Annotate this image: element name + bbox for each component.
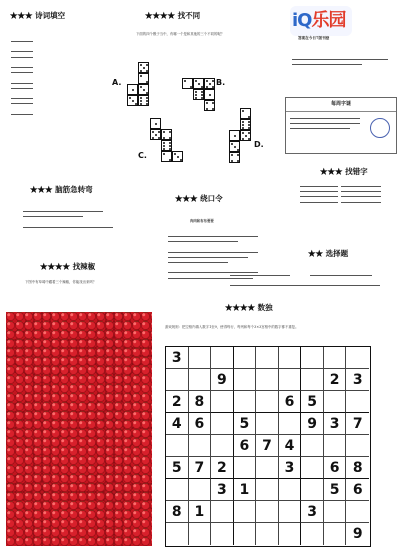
sudoku-cell[interactable]: [211, 435, 234, 457]
sudoku-cell[interactable]: [256, 479, 279, 501]
die: [204, 78, 215, 89]
sudoku-title: ★★★★ 数独: [225, 303, 273, 312]
sudoku-cell[interactable]: [324, 391, 347, 413]
logo-body: [292, 56, 392, 66]
sudoku-cell[interactable]: [324, 501, 347, 523]
sudoku-cell: 8: [346, 457, 369, 479]
pepper-intro: 下图中有草莓中藏着三个辣椒，你能找出来吗？: [25, 280, 97, 284]
die: [161, 151, 172, 162]
sudoku-cell: 4: [279, 435, 302, 457]
sudoku-cell: 6: [189, 413, 212, 435]
sudoku-cell: 3: [279, 457, 302, 479]
sudoku-cell[interactable]: [234, 347, 257, 369]
sudoku-cell[interactable]: [234, 391, 257, 413]
typo-body: [300, 183, 395, 204]
daily-word-box: [285, 97, 397, 154]
die: [138, 95, 149, 106]
sudoku-cell[interactable]: [346, 347, 369, 369]
sudoku-cell[interactable]: [211, 501, 234, 523]
sudoku-cell: 3: [211, 479, 234, 501]
sudoku-cell[interactable]: [189, 369, 212, 391]
sudoku-cell[interactable]: [211, 347, 234, 369]
logo-subtitle: 答案在今日7版刊登: [298, 36, 330, 40]
dice-label: D.: [254, 140, 264, 149]
sudoku-cell[interactable]: [189, 435, 212, 457]
sudoku-cell[interactable]: [256, 457, 279, 479]
die: [161, 140, 172, 151]
die: [193, 78, 204, 89]
dice-puzzle: [112, 56, 282, 176]
sudoku-cell: 3: [166, 347, 189, 369]
die: [240, 119, 251, 130]
strawberry-image: [6, 312, 152, 546]
die: [138, 73, 149, 84]
sudoku-cell[interactable]: [256, 523, 279, 545]
sudoku-cell: 5: [324, 479, 347, 501]
sudoku-cell: 2: [211, 457, 234, 479]
sudoku-cell: 3: [301, 501, 324, 523]
sudoku-cell: 8: [189, 391, 212, 413]
sudoku-cell[interactable]: [279, 501, 302, 523]
die: [172, 151, 183, 162]
die: [127, 84, 138, 95]
sudoku-grid[interactable]: [165, 346, 371, 547]
sudoku-cell[interactable]: [279, 347, 302, 369]
sudoku-cell: 9: [211, 369, 234, 391]
sudoku-cell[interactable]: [346, 391, 369, 413]
sudoku-cell[interactable]: [301, 479, 324, 501]
sudoku-cell[interactable]: [189, 523, 212, 545]
dice-label: A.: [112, 78, 122, 87]
sudoku-cell: 2: [166, 391, 189, 413]
sudoku-cell[interactable]: [234, 523, 257, 545]
die: [138, 84, 149, 95]
sudoku-cell: 6: [234, 435, 257, 457]
word-box-header: 每周字谜: [286, 98, 396, 112]
sudoku-cell: 3: [324, 413, 347, 435]
die: [229, 130, 240, 141]
sudoku-cell[interactable]: [256, 413, 279, 435]
sudoku-cell[interactable]: [301, 435, 324, 457]
sudoku-cell[interactable]: [256, 347, 279, 369]
sudoku-cell: 8: [166, 501, 189, 523]
die: [161, 129, 172, 140]
sudoku-cell[interactable]: [256, 501, 279, 523]
sudoku-cell[interactable]: [324, 435, 347, 457]
poem-title: ★★★ 诗词填空: [10, 11, 66, 20]
die: [240, 130, 251, 141]
die: [150, 129, 161, 140]
sudoku-cell[interactable]: [301, 369, 324, 391]
sudoku-cell: 1: [189, 501, 212, 523]
sudoku-cell: 3: [346, 369, 369, 391]
sudoku-cell[interactable]: [301, 347, 324, 369]
sudoku-cell: 6: [324, 457, 347, 479]
poem-body: [8, 38, 78, 116]
sudoku-cell: 6: [279, 391, 302, 413]
diff-title: ★★★★ 找不同: [145, 11, 201, 20]
sudoku-cell[interactable]: [166, 369, 189, 391]
die: [138, 62, 149, 73]
iq-logo: iQ乐园: [292, 10, 346, 31]
sudoku-cell: 7: [346, 413, 369, 435]
sudoku-cell[interactable]: [256, 391, 279, 413]
sudoku-cell[interactable]: [279, 413, 302, 435]
sudoku-cell: 4: [166, 413, 189, 435]
sudoku-cell[interactable]: [279, 479, 302, 501]
sudoku-cell: 2: [324, 369, 347, 391]
sudoku-cell[interactable]: [279, 523, 302, 545]
tongue-title: ★★★ 绕口令: [175, 194, 223, 203]
sudoku-cell[interactable]: [324, 347, 347, 369]
sudoku-cell[interactable]: [256, 369, 279, 391]
die: [229, 152, 240, 163]
sudoku-cell[interactable]: [301, 457, 324, 479]
brain-body: [20, 208, 140, 229]
sudoku-cell[interactable]: [346, 501, 369, 523]
tongue-subtitle: 肉肉和布布要要: [190, 219, 214, 223]
sudoku-cell: 6: [346, 479, 369, 501]
die: [182, 78, 193, 89]
sudoku-cell[interactable]: [346, 435, 369, 457]
choice-body: [230, 272, 395, 288]
die: [127, 95, 138, 106]
sudoku-cell[interactable]: [301, 523, 324, 545]
sudoku-cell: 5: [301, 391, 324, 413]
sudoku-cell[interactable]: [279, 369, 302, 391]
stamp-icon: [370, 118, 390, 138]
dice-label: B.: [216, 78, 226, 87]
die: [193, 89, 204, 100]
sudoku-cell[interactable]: [211, 523, 234, 545]
brain-title: ★★★ 脑筋急转弯: [30, 185, 93, 194]
sudoku-cell[interactable]: [189, 347, 212, 369]
dice-label: C.: [138, 151, 147, 160]
sudoku-cell: 5: [166, 457, 189, 479]
sudoku-cell[interactable]: [234, 501, 257, 523]
sudoku-cell: 5: [234, 413, 257, 435]
sudoku-cell[interactable]: [211, 413, 234, 435]
sudoku-cell: 9: [352, 526, 363, 542]
die: [150, 118, 161, 129]
die: [229, 141, 240, 152]
sudoku-cell[interactable]: [324, 523, 347, 545]
sudoku-cell: 1: [234, 479, 257, 501]
sudoku-cell[interactable]: [234, 369, 257, 391]
sudoku-cell: 9: [301, 413, 324, 435]
sudoku-cell[interactable]: [234, 457, 257, 479]
sudoku-cell: 7: [256, 435, 279, 457]
typo-title: ★★★ 找错字: [320, 167, 368, 176]
sudoku-cell[interactable]: [166, 435, 189, 457]
sudoku-intro: 游戏规则：把空格内填入数字1至9，使得每行、每列和每个3×3宫格中的数字都不重复。: [165, 325, 299, 329]
sudoku-cell[interactable]: [166, 479, 189, 501]
diff-intro: 下面的四个骰子当中，有哪一个是和其他的三个不同的呢？: [136, 32, 225, 36]
sudoku-cell[interactable]: [166, 523, 189, 545]
sudoku-cell: 7: [189, 457, 212, 479]
pepper-title: ★★★★ 找辣椒: [40, 262, 96, 271]
die: [204, 100, 215, 111]
die: [240, 108, 251, 119]
choice-title: ★★ 选择题: [308, 249, 349, 258]
die: [204, 89, 215, 100]
sudoku-cell[interactable]: [189, 479, 212, 501]
sudoku-cell[interactable]: [211, 391, 234, 413]
